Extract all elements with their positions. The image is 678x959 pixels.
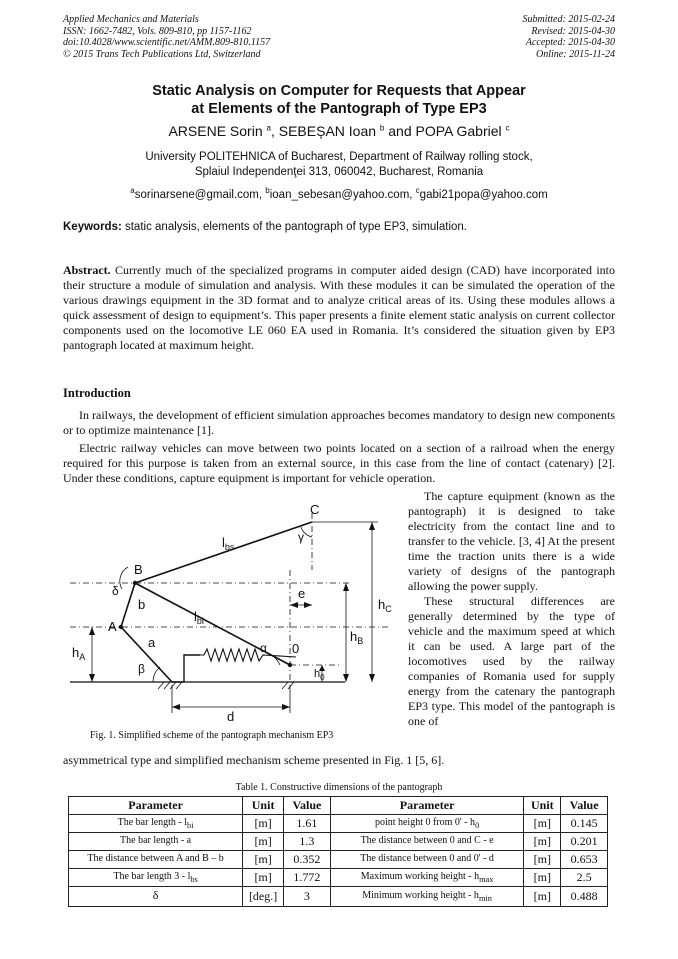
param-text: The distance between A and B – b	[87, 853, 224, 864]
cell-param-left	[69, 869, 243, 887]
title-line-1: Static Analysis on Computer for Requests that Appear	[152, 83, 526, 99]
header-unit-2: Unit	[524, 797, 561, 815]
author-3-sup: c	[505, 123, 510, 133]
author-2: , SEBEȘAN Ioan	[270, 123, 377, 139]
joint-B	[133, 581, 137, 585]
intro-paragraph-4: These structural differences are generally determined by the type of vehicle and the maximum speed at which it can be used. A large part of the locomotives used by the railway companies of Romania used for supply energy from the catenary the pantograph EP3 type. This model of the pantograph is one of	[408, 594, 615, 728]
table-caption: Table 1. Constructive dimensions of the pantograph	[235, 782, 443, 793]
pantograph-diagram	[60, 495, 405, 727]
arrow-hB-top	[343, 583, 349, 591]
table-row	[69, 833, 608, 851]
param-sub: bi	[187, 821, 194, 830]
cell-value-right: 0.488	[561, 887, 608, 907]
author-1-sup: a	[266, 123, 271, 133]
intro-paragraph-4-end: asymmetrical type and simplified mechanism scheme presented in Fig. 1 [5, 6].	[63, 753, 445, 767]
param-text: The bar length 3 - l	[113, 871, 191, 882]
label-hC	[378, 597, 392, 614]
cell-unit-right: [m]	[524, 887, 561, 907]
label-hB-main: h	[350, 629, 358, 644]
bar-lbs	[135, 522, 312, 583]
cell-param-left	[69, 851, 243, 869]
date-revised: Revised: 2015-04-30	[531, 25, 615, 37]
label-B: B	[134, 562, 143, 577]
label-C: C	[310, 502, 320, 517]
param-text: Maximum working height - h	[360, 871, 480, 882]
arrow-hA-bottom	[89, 674, 95, 682]
label-hB-sub: B	[357, 636, 364, 646]
arrow-e-right	[304, 602, 312, 608]
section-heading: Introduction	[63, 386, 131, 400]
email-1-sup: a	[130, 186, 135, 195]
label-hC-main: h	[378, 597, 386, 612]
cell-param-right	[330, 869, 524, 887]
hatch-3	[170, 682, 176, 689]
paper-title	[0, 82, 678, 118]
param-text: The bar length - a	[120, 835, 192, 846]
param-sub: 0	[475, 821, 480, 830]
table-row	[69, 815, 608, 833]
arrow-hC-top	[369, 522, 375, 530]
hatch-6	[288, 682, 294, 689]
intro-paragraph-2: Electric railway vehicles can move between two points located on a section of a railroad when the energy required for this purpose is taken from an external source, in this case from the line of contact (catenary) [2]. Under these conditions, capture equipment is important for vehicle operation.	[63, 441, 615, 485]
email-3-sup: c	[415, 186, 420, 195]
label-lbi-sub: bi	[196, 616, 204, 626]
param-sub: bs	[190, 875, 198, 884]
label-h0-main: h	[314, 668, 321, 680]
cell-value-right: 0.201	[561, 833, 608, 851]
label-a: a	[148, 635, 156, 650]
author-2-sup: b	[379, 123, 385, 133]
cell-param-right	[330, 887, 524, 907]
arrow-d-left	[172, 704, 180, 710]
label-gamma: γ	[298, 530, 304, 544]
arrow-d-right	[282, 704, 290, 710]
label-h0-sub: 0	[320, 673, 325, 682]
spring	[200, 649, 296, 661]
label-delta: δ	[112, 584, 119, 598]
label-hA-sub: A	[79, 652, 86, 662]
label-hC-sub: C	[385, 604, 392, 614]
cell-value-left: 1.61	[284, 815, 331, 833]
email-2[interactable]: ioan_sebesan@yahoo.com,	[269, 188, 416, 201]
intro-paragraph-1: In railways, the development of efficient simulation approaches becomes mandatory to design new components or to optimize maintenance [1].	[63, 408, 615, 437]
journal-info	[63, 14, 270, 60]
param-text: The distance between 0 and C - e	[360, 835, 494, 846]
header-parameter-2: Parameter	[330, 797, 524, 815]
param-text: δ	[152, 888, 159, 902]
cell-unit-left: [m]	[243, 833, 284, 851]
param-text: The bar length - l	[117, 817, 188, 828]
keywords	[63, 221, 615, 233]
table-row	[69, 887, 608, 907]
journal-issn: ISSN: 1662-7482, Vols. 809-810, pp 1157-1162	[63, 25, 252, 37]
cell-param-left	[69, 815, 243, 833]
cell-value-right: 0.145	[561, 815, 608, 833]
arrow-hB-bottom	[343, 674, 349, 682]
label-lbi-main: l	[194, 609, 197, 624]
header-value-1: Value	[284, 797, 331, 815]
param-text: The distance between 0 and 0' - d	[360, 853, 494, 864]
cell-value-left: 0.352	[284, 851, 331, 869]
table-row	[69, 851, 608, 869]
cell-unit-right: [m]	[524, 815, 561, 833]
param-sub: min	[478, 894, 492, 904]
table-header-row	[69, 797, 608, 815]
cell-unit-left: [m]	[243, 815, 284, 833]
hatch-4	[176, 682, 182, 689]
cell-unit-left: [m]	[243, 869, 284, 887]
hatch-2	[164, 682, 170, 689]
date-submitted: Submitted: 2015-02-24	[522, 14, 615, 25]
cell-value-left: 1.772	[284, 869, 331, 887]
cell-value-right: 0.653	[561, 851, 608, 869]
bar-b	[121, 583, 135, 627]
joint-A	[119, 625, 123, 629]
cell-value-right: 2.5	[561, 869, 608, 887]
label-lbs	[222, 535, 235, 552]
bar-a	[121, 627, 172, 682]
email-1[interactable]: sorinarsene@gmail.com,	[134, 188, 266, 201]
beta-arc	[153, 667, 160, 682]
cell-param-right	[330, 815, 524, 833]
authors	[0, 123, 678, 139]
param-text: point height 0 from 0' - h	[374, 817, 476, 828]
cell-value-left: 1.3	[284, 833, 331, 851]
label-hB	[350, 629, 363, 646]
label-zero: 0	[292, 641, 300, 656]
joint-0	[288, 663, 292, 667]
keywords-text: static analysis, elements of the pantograph of type EP3, simulation.	[121, 221, 467, 233]
affiliation-line-2: Splaiul Independenţei 313, 060042, Bucharest, Romania	[194, 165, 484, 178]
label-b: b	[138, 597, 146, 612]
affiliation-line-1: University POLITEHNICA of Bucharest, Department of Railway rolling stock,	[145, 151, 533, 163]
cell-unit-right: [m]	[524, 851, 561, 869]
label-hA-main: h	[72, 645, 80, 660]
submission-dates	[523, 14, 616, 60]
author-3: and POPA Gabriel	[384, 123, 502, 139]
cell-unit-right: [m]	[524, 869, 561, 887]
date-online: Online: 2015-11-24	[536, 48, 615, 60]
email-3[interactable]: gabi21popa@yahoo.com	[419, 188, 548, 201]
side-column	[408, 489, 615, 729]
journal-copyright: © 2015 Trans Tech Publications Ltd, Switzerland	[63, 48, 261, 60]
delta-arc	[120, 567, 128, 589]
cell-param-right	[330, 851, 524, 869]
table-row	[69, 869, 608, 887]
author-emails	[0, 186, 678, 201]
header-parameter-1: Parameter	[69, 797, 243, 815]
label-hA	[72, 645, 85, 662]
affiliation	[0, 150, 678, 179]
keywords-label: Keywords:	[63, 221, 122, 233]
figure-caption: Fig. 1. Simplified scheme of the pantograph mechanism EP3	[90, 730, 334, 741]
abstract-label: Abstract.	[63, 263, 111, 277]
cell-param-left	[69, 887, 243, 907]
label-lbs-main: l	[222, 535, 225, 550]
param-text: Minimum working height - h	[362, 890, 479, 902]
cell-unit-left: [m]	[243, 851, 284, 869]
label-lbi	[194, 609, 204, 626]
journal-doi[interactable]: doi:10.4028/www.scientific.net/AMM.809-810.1157	[63, 37, 271, 48]
header-unit-1: Unit	[243, 797, 284, 815]
abstract-text: Currently much of the specialized programs in computer aided design (CAD) have incorporated into their structure a module of simulation and analysis. With these modules it can be simulated the operation of the various drawings equipment in the 3D format and to analyze critical areas of its. Using these modules allows a quick assessment of design to equipment’s. This paper presents a finite element static analysis on current collector components used on the locomotive LE 060 EA used in Romania. It’s considered the situation given by EP3 pantograph located at maximum height.	[63, 263, 615, 352]
cell-unit-right: [m]	[524, 833, 561, 851]
abstract	[63, 263, 615, 353]
label-beta: β	[138, 662, 145, 676]
cell-param-right	[330, 833, 524, 851]
header-value-2: Value	[561, 797, 608, 815]
title-line-2: at Elements of the Pantograph of Type EP3	[191, 101, 487, 117]
email-2-sup: b	[265, 186, 270, 195]
dimensions-table	[68, 796, 608, 907]
hatch-1	[158, 682, 164, 689]
label-lbs-sub: bs	[224, 542, 235, 552]
param-sub: max	[479, 875, 494, 884]
hatch-5	[282, 682, 288, 689]
author-1: ARSENE Sorin	[168, 123, 263, 139]
journal-name: Applied Mechanics and Materials	[63, 14, 199, 25]
cell-param-left	[69, 833, 243, 851]
arrow-e-left	[290, 602, 298, 608]
cell-value-left: 3	[284, 887, 331, 907]
cell-unit-left: [deg.]	[243, 887, 284, 907]
arrow-hA-top	[89, 627, 95, 635]
label-alpha: α	[260, 641, 267, 655]
intro-paragraph-3: The capture equipment (known as the pantograph) it is designed to take electricity from the contact line and to transfer to the vehicle. [3, 4] At the present time the traction units there is a wide variety of designs of the pantograph allowing the power supply.	[408, 489, 615, 593]
label-d: d	[227, 709, 235, 724]
label-A: A	[108, 619, 117, 634]
arrow-hC-bottom	[369, 674, 375, 682]
label-e: e	[298, 586, 306, 601]
base-support	[172, 655, 200, 682]
date-accepted: Accepted: 2015-04-30	[525, 37, 615, 48]
